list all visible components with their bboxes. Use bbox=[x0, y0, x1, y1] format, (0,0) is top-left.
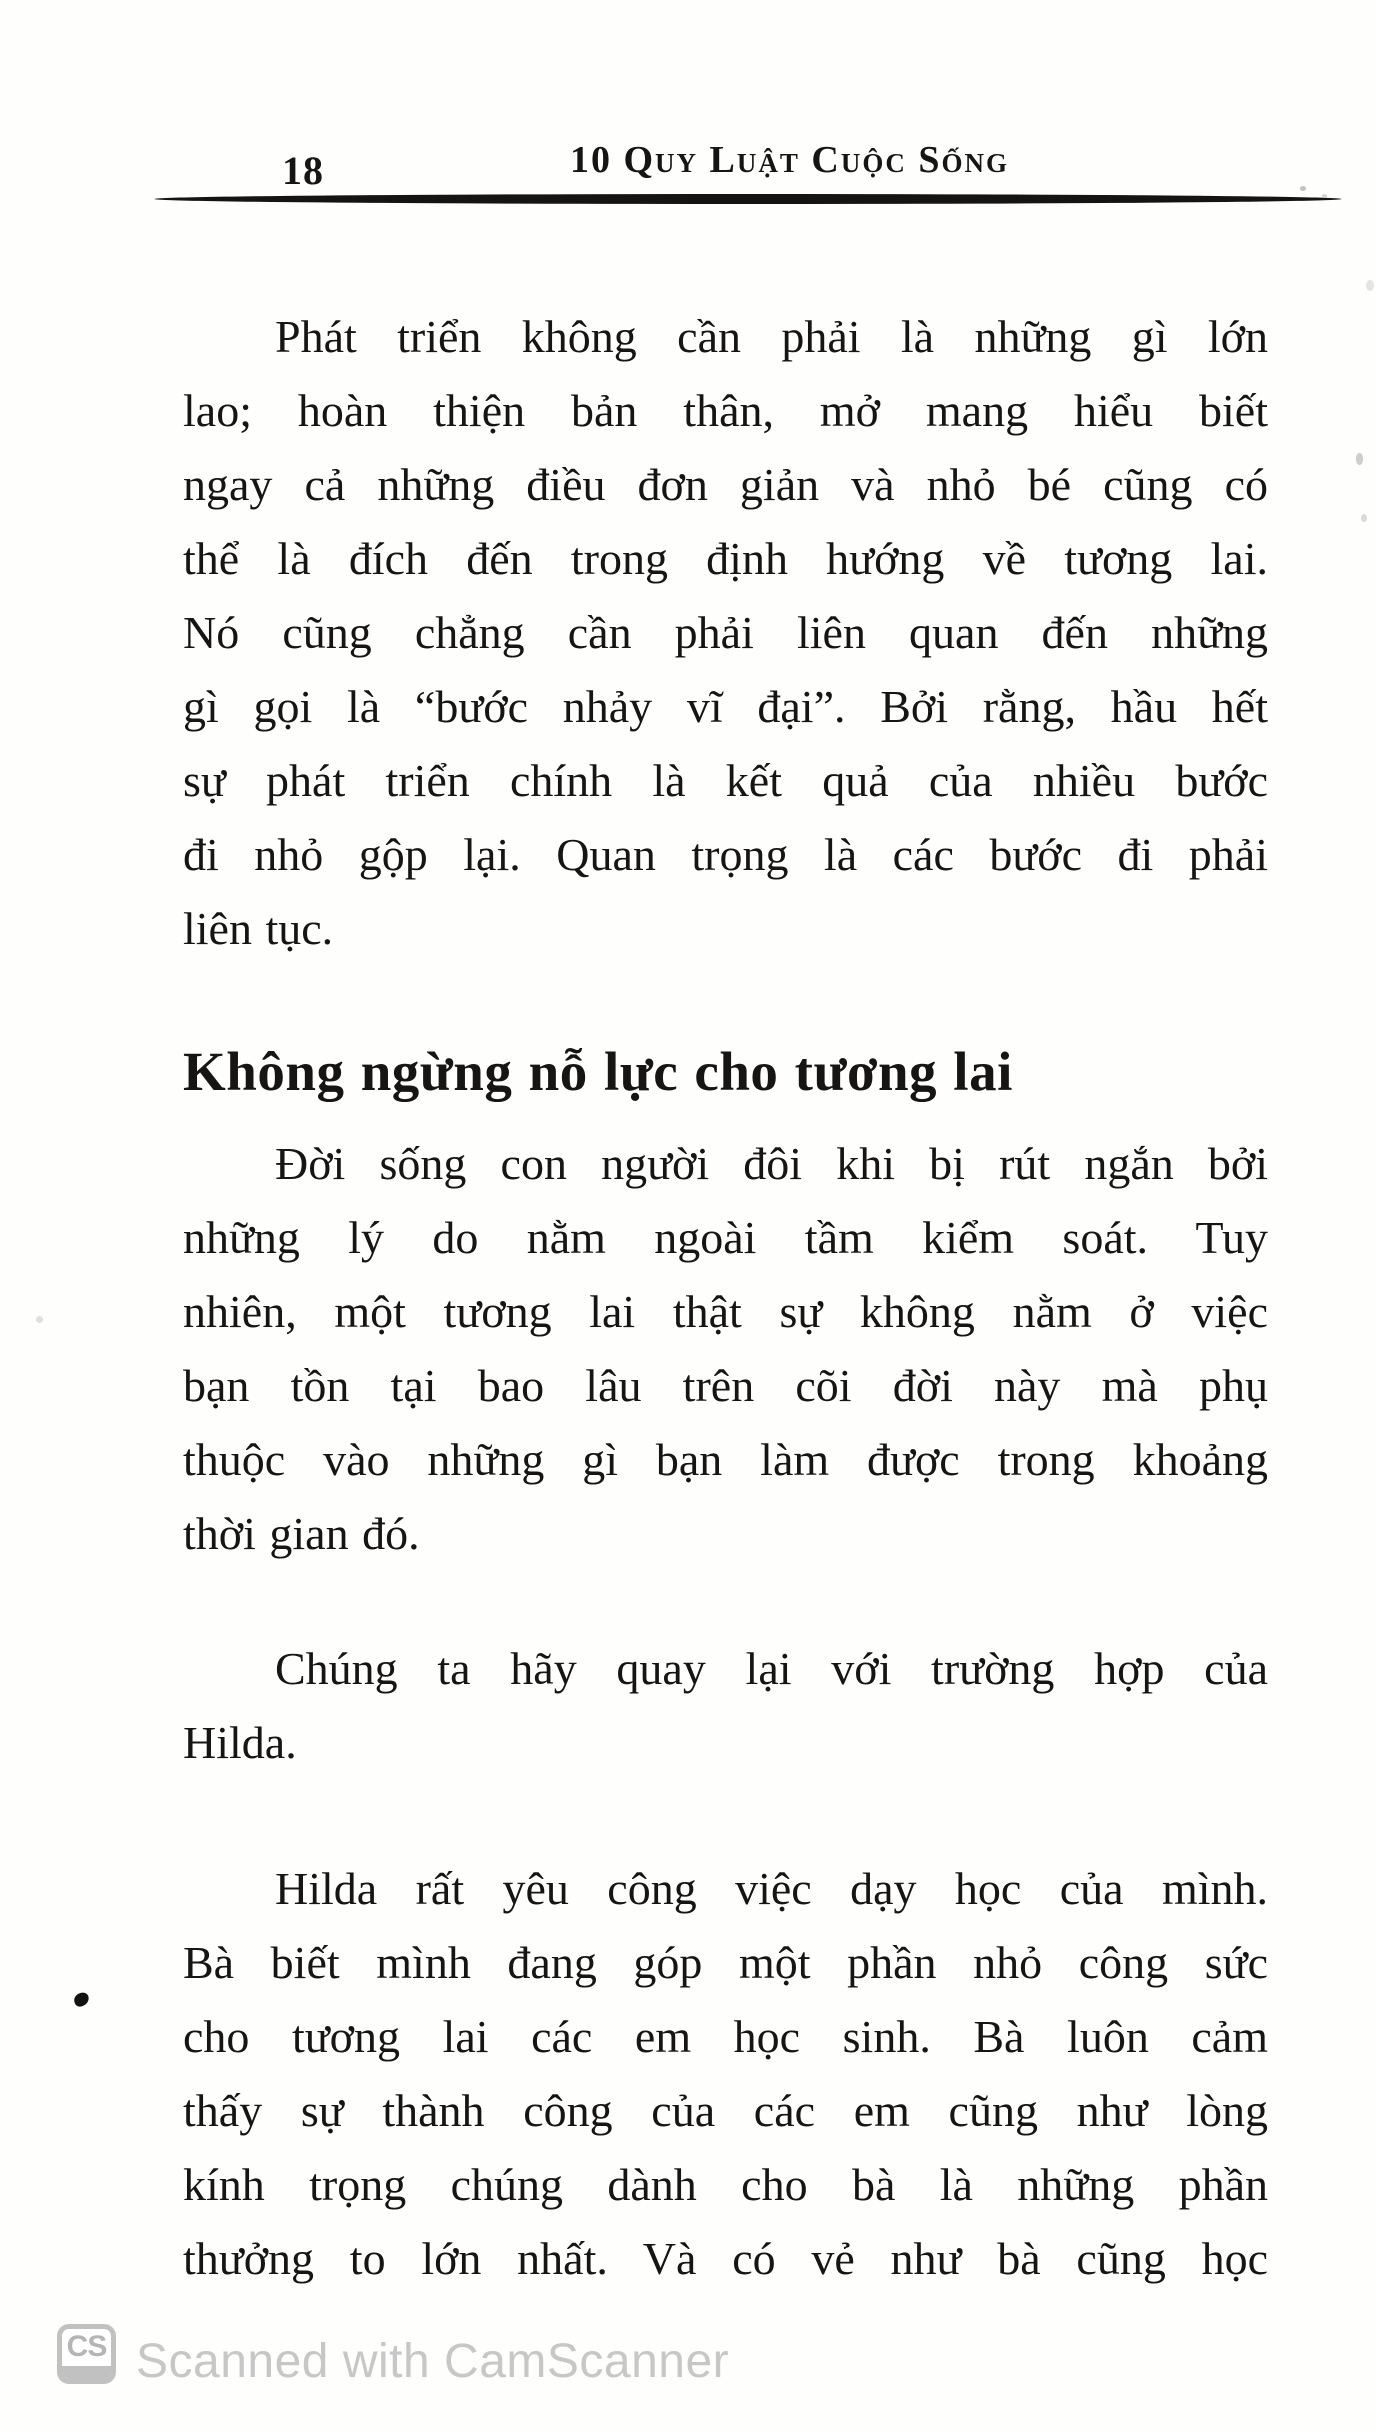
text-line: liên tục. bbox=[183, 903, 334, 954]
running-title: 10 Quy Luật Cuộc Sống bbox=[570, 139, 1009, 181]
text-line: Bà biết mình đang góp một phần nhỏ công sức bbox=[183, 1937, 1268, 1988]
cs-logo-label: CS bbox=[66, 2330, 107, 2363]
scan-artifact-speck bbox=[1356, 453, 1363, 465]
page-number: 18 bbox=[282, 148, 324, 193]
text-line: những lý do nằm ngoài tầm kiểm soát. Tuy bbox=[183, 1212, 1268, 1263]
header-rule bbox=[152, 194, 1344, 204]
text-line: gì gọi là “bước nhảy vĩ đại”. Bởi rằng, hầu hết bbox=[183, 681, 1268, 732]
scan-artifact-speck bbox=[1366, 280, 1374, 291]
camscanner-logo-icon bbox=[57, 2324, 116, 2384]
text-line: thời gian đó. bbox=[183, 1508, 420, 1559]
camscanner-watermark-text: Scanned with CamScanner bbox=[136, 2335, 730, 2388]
scan-artifact-speck bbox=[1361, 514, 1367, 522]
text-line: bạn tồn tại bao lâu trên cõi đời này mà phụ bbox=[183, 1360, 1268, 1411]
text-line: kính trọng chúng dành cho bà là những phần bbox=[183, 2159, 1268, 2210]
text-line: Chúng ta hãy quay lại với trường hợp của bbox=[275, 1643, 1268, 1694]
text-line: Hilda rất yêu công việc dạy học của mình. bbox=[275, 1863, 1268, 1914]
body-text bbox=[183, 300, 1268, 2296]
text-line: ngay cả những điều đơn giản và nhỏ bé cũng có bbox=[183, 459, 1268, 510]
scan-artifact-speck bbox=[1322, 194, 1327, 198]
text-line: thuộc vào những gì bạn làm được trong khoảng bbox=[183, 1434, 1268, 1485]
text-line: sự phát triển chính là kết quả của nhiều bước bbox=[183, 755, 1268, 806]
cs-logo-bar bbox=[62, 2366, 111, 2379]
text-line: Nó cũng chẳng cần phải liên quan đến những bbox=[183, 607, 1268, 658]
section-heading: Không ngừng nỗ lực cho tương lai bbox=[183, 1041, 1013, 1102]
text-line: cho tương lai các em học sinh. Bà luôn cảm bbox=[183, 2011, 1268, 2062]
text-line: Hilda. bbox=[183, 1717, 297, 1768]
scan-artifact-ink-dot bbox=[72, 1991, 91, 2008]
scan-artifact-speck bbox=[36, 1316, 43, 1323]
text-line: lao; hoàn thiện bản thân, mở mang hiểu biết bbox=[183, 385, 1268, 436]
text-line: đi nhỏ gộp lại. Quan trọng là các bước đi phải bbox=[183, 829, 1268, 880]
text-line: thưởng to lớn nhất. Và có vẻ như bà cũng học bbox=[183, 2233, 1268, 2284]
text-line: nhiên, một tương lai thật sự không nằm ở việc bbox=[183, 1286, 1268, 1337]
text-line: Đời sống con người đôi khi bị rút ngắn bởi bbox=[275, 1138, 1268, 1189]
text-line: Phát triển không cần phải là những gì lớn bbox=[275, 311, 1268, 362]
paragraph bbox=[183, 300, 1268, 966]
scan-artifact-speck bbox=[1300, 186, 1306, 191]
paragraph bbox=[183, 1632, 1268, 1780]
paragraph bbox=[183, 1127, 1268, 1571]
text-line: thấy sự thành công của các em cũng như lòng bbox=[183, 2085, 1268, 2136]
text-line: thể là đích đến trong định hướng về tương lai. bbox=[183, 533, 1268, 584]
paragraph bbox=[183, 1852, 1268, 2296]
